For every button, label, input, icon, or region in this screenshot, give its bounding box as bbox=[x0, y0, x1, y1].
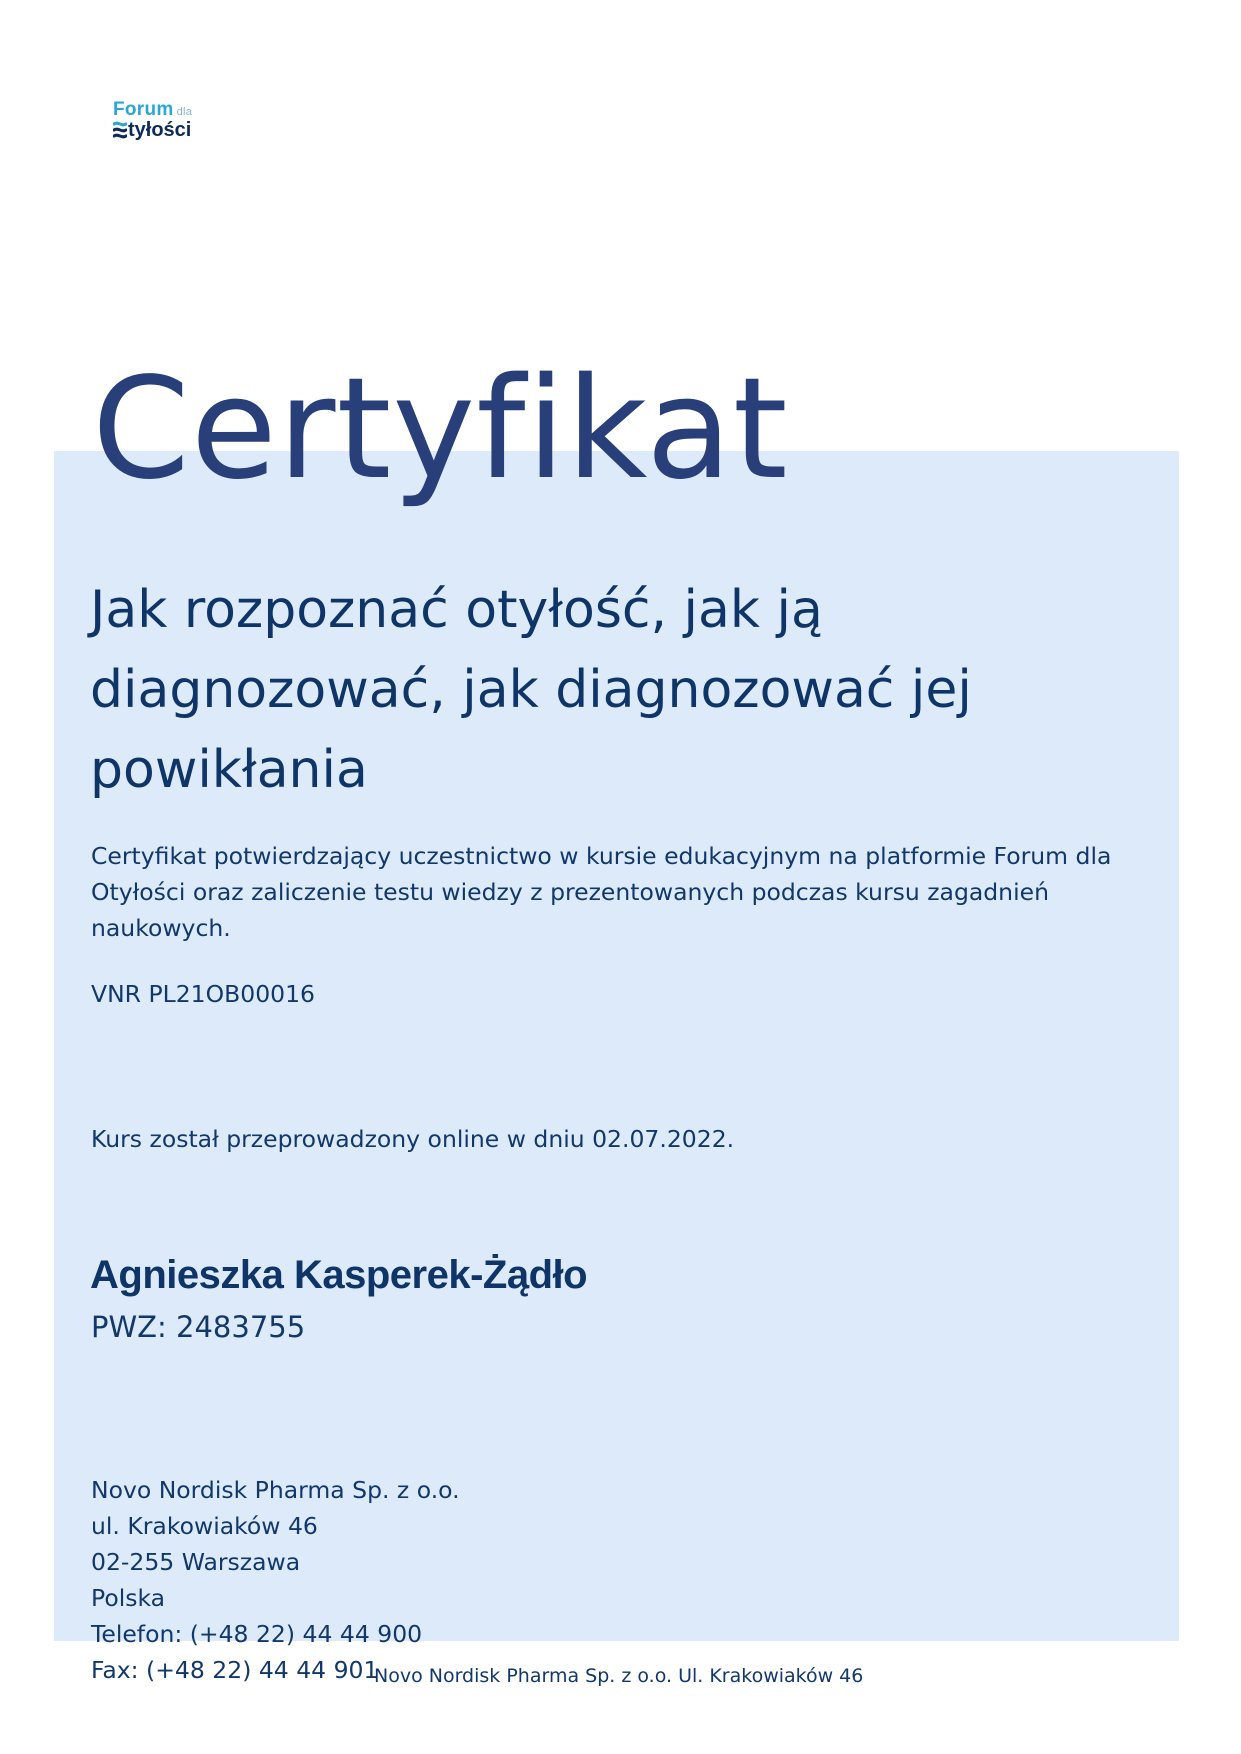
company-phone: Telefon: (+48 22) 44 44 900 bbox=[91, 1620, 423, 1648]
participant-name: Agnieszka Kasperek-Żądło bbox=[90, 1253, 588, 1297]
company-city: 02-255 Warszawa bbox=[91, 1548, 301, 1576]
certificate-title: Certyfikat bbox=[92, 348, 789, 511]
company-street: ul. Krakowiaków 46 bbox=[91, 1512, 318, 1540]
forum-logo bbox=[113, 100, 223, 144]
company-name: Novo Nordisk Pharma Sp. z o.o. bbox=[91, 1476, 460, 1504]
logo-wave-icon bbox=[113, 121, 127, 139]
vnr-code: VNR PL21OB00016 bbox=[91, 980, 315, 1008]
company-country: Polska bbox=[91, 1584, 166, 1612]
course-title: Jak rozpoznać otyłość, jak ją diagnozować, jak diagnozować jej powikłania bbox=[90, 580, 972, 800]
participant-pwz: PWZ: 2483755 bbox=[91, 1310, 306, 1344]
certificate-description: Certyfikat potwierdzający uczestnictwo w kursie edukacyjnym na platformie Forum dla Otyłości oraz zaliczenie testu wiedzy z prezentowanych podczas kursu zagadnień naukowych. bbox=[91, 842, 1112, 942]
logo-forum-word: Forum bbox=[113, 99, 174, 120]
logo-otylosci-word: tyłości bbox=[128, 119, 192, 141]
logo-otylosci-text bbox=[113, 119, 191, 141]
logo-dla-word: dla bbox=[176, 106, 193, 118]
course-date: Kurs został przeprowadzony online w dniu 02.07.2022. bbox=[91, 1125, 735, 1153]
company-fax: Fax: (+48 22) 44 44 901 bbox=[91, 1656, 379, 1684]
company-address bbox=[91, 1472, 460, 1688]
footer-text: Novo Nordisk Pharma Sp. z o.o. Ul. Krakowiaków 46 bbox=[374, 1665, 864, 1687]
